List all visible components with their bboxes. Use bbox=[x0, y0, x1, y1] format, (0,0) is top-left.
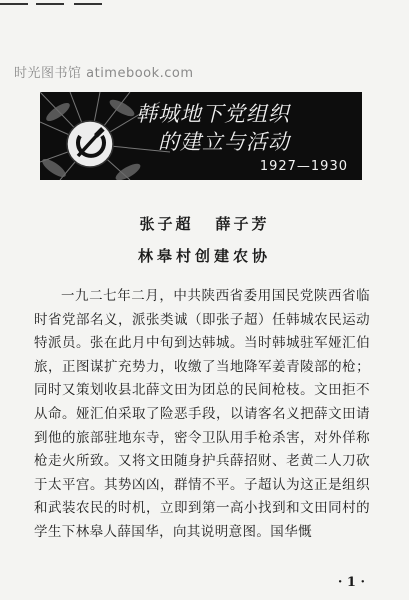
top-rule-3 bbox=[74, 3, 102, 5]
author-1: 张子超 bbox=[139, 215, 194, 233]
top-rule-2 bbox=[36, 3, 64, 5]
author-line bbox=[0, 213, 409, 234]
banner-title-line1: 韩城地下党组织 bbox=[136, 102, 290, 126]
banner-dates: 1927—1930 bbox=[259, 159, 348, 174]
page-number: · 1 · bbox=[337, 575, 365, 590]
author-2: 薛子芳 bbox=[215, 215, 270, 233]
watermark: 时光图书馆 atimebook.com bbox=[14, 66, 194, 81]
banner-title bbox=[136, 100, 356, 156]
banner-title-line2: 的建立与活动 bbox=[158, 130, 290, 154]
section-banner bbox=[40, 92, 362, 180]
hammer-sickle-icon bbox=[67, 121, 113, 167]
article-title: 林皋村创建农协 bbox=[137, 247, 271, 265]
top-rule-1 bbox=[0, 3, 28, 5]
body-paragraph: 一九二七年二月，中共陕西省委用国民党陕西省临时省党部名义，派张类诚（即张子超）任韩城农民运动特派员。张在此月中旬到达韩城。当时韩城驻军娅汇伯旅，正图谋扩充势力，收缴了当地降军姜青陵部的枪；同时又策划收县北薛文田为团总的民间枪枝。文田拒不从命。娅汇伯采取了险恶手段，以请客名义把薛文田请到他的旅部驻地东寺，密令卫队用手枪杀害，对外佯称枪走火所致。又将文田随身护兵薛招财、老黄二人刀砍于太平宫。其势凶凶，群情不平。子超认为这正是组织和武装农民的时机，立即到第一高小找到和文田同村的学生下林皋人薛国华，向其说明意图。国华慨 bbox=[34, 288, 370, 540]
